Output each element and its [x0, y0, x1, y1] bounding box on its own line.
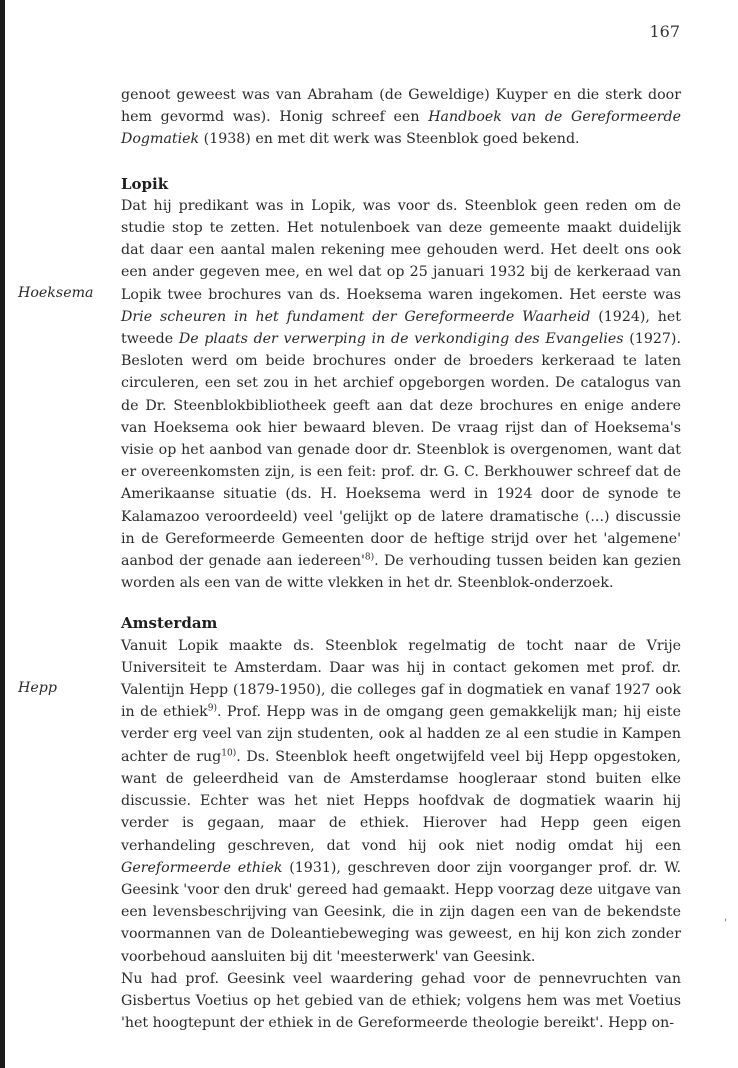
left-page-edge	[0, 0, 5, 1068]
lopik-text-2: (1924), het tweede	[121, 308, 681, 348]
amsterdam-text-2: . Prof. Hepp was in de omgang geen gemakkelijk man; hij eiste verder erg veel van zijn studenten, ook al hadden ze al een studie in Kampen achter de rug	[121, 704, 681, 765]
lopik-paragraph	[121, 195, 681, 595]
intro-book-title: Handboek van de Gereformeerde Dogmatiek	[121, 109, 681, 148]
footnote-ref-9: 9)	[207, 703, 217, 714]
lopik-brochure-title-1: Drie scheuren in het fundament der Gereformeerde Waarheid	[121, 308, 591, 325]
amsterdam-paragraph	[121, 635, 681, 968]
lopik-text-1: Dat hij predikant was in Lopik, was voor ds. Steenblok geen reden om de studie stop te zetten. Het notulenboek van deze gemeente maakt duidelijk dat daar een aantal malen rekening mee gehouden werd. Het deelt ons ook een ander gegeven mee, en wel dat op 25 januari 1932 bij de kerkeraad van Lopik twee brochures van ds. Hoeksema waren ingekomen. Het eerste was	[121, 197, 681, 303]
page-number: 167	[649, 22, 680, 41]
amsterdam-book-title: Gereformeerde ethiek	[121, 859, 283, 876]
intro-text-2: (1938) en met dit werk was Steenblok goed bekend.	[199, 131, 580, 148]
section-heading-amsterdam: Amsterdam	[121, 614, 218, 633]
amsterdam-text-4: (1931), geschreven door zijn voorganger prof. dr. W. Geesink 'voor den druk' gereed had gemaakt. Hepp voorzag deze uitgave van een levensbeschrijving van Geesink, die in zijn dagen een van de bekendste voormannen van de Doleantiebeweging was geweest, en hij kon zich zonder voorbehoud aansluiten bij dit 'meesterwerk' van Geesink.	[121, 859, 682, 965]
section-spacer	[121, 151, 681, 173]
margin-note-hoeksema: Hoeksema	[18, 285, 94, 301]
section-heading-lopik: Lopik	[121, 174, 169, 193]
intro-text-1: genoot geweest was van Abraham (de Geweldige) Kuyper en die sterk door hem gevormd was). Honig schreef een	[121, 87, 681, 126]
lopik-text-3: (1927). Besloten werd om beide brochures onder de broeders kerkeraad te laten circuleren, een set zou in het archief opgeborgen worden. De catalogus van de Dr. Steenblokbibliotheek geeft aan dat deze brochures en enige andere van Hoeksema ook hier bewaard bleven. De vraag rijst dan of Hoeksema's visie op het aanbod van genade door dr. Steenblok is overgenomen, want dat er overeenkomsten zijn, is een feit: prof. dr. G. C. Berkhouwer schreef dat de Amerikaanse situatie (ds. H. Hoeksema werd in 1924 door de synode te Kalamazoo veroordeeld) veel 'gelijkt op de latere dramatische (...) discussie in de Gereformeerde Gemeenten door de heftige strijd over het 'algemene' aanbod der genade aan iedereen'	[121, 331, 681, 570]
margin-note-hepp: Hepp	[18, 680, 57, 696]
amsterdam-text-1: Vanuit Lopik maakte ds. Steenblok regelmatig de tocht naar de Vrije Universiteit te Amsterdam. Daar was hij in contact gekomen met prof. dr. Valentijn Hepp (1879-1950), die colleges gaf in dogmatiek en vanaf 1927 ook in de ethiek	[121, 637, 681, 721]
footnote-ref-10: 10)	[221, 747, 237, 758]
lopik-brochure-title-2: De plaats der verwerping in de verkondiging des Evangelies	[178, 331, 624, 348]
stray-mark: '	[724, 918, 727, 929]
section-spacer	[121, 594, 681, 612]
amsterdam-paragraph-2: Nu had prof. Geesink veel waardering gehad voor de pennevruchten van Gisbertus Voetius op het gebied van de ethiek; volgens hem was met Voetius 'het hoogtepunt der ethiek in de Gereformeerde theologie bereikt'. Hepp on-	[121, 970, 681, 1032]
footnote-ref-8: 8)	[364, 552, 375, 563]
text-column	[121, 84, 681, 1034]
intro-paragraph	[121, 84, 681, 151]
lopik-text-4: . De verhouding tussen beiden kan gezien worden als een van de witte vlekken in het dr. Steenblok-onderzoek.	[121, 553, 681, 592]
amsterdam-text-3: . Ds. Steenblok heeft ongetwijfeld veel bij Hepp opgestoken, want de geleerdheid van de Amsterdamse hoogleraar stond buiten elke discussie. Echter was het niet Hepps hoofdvak de dogmatiek waarin hij verder is gegaan, maar de ethiek. Hierover had Hepp geen eigen verhandeling geschreven, dat vond hij ook niet nodig omdat hij een	[121, 748, 682, 854]
